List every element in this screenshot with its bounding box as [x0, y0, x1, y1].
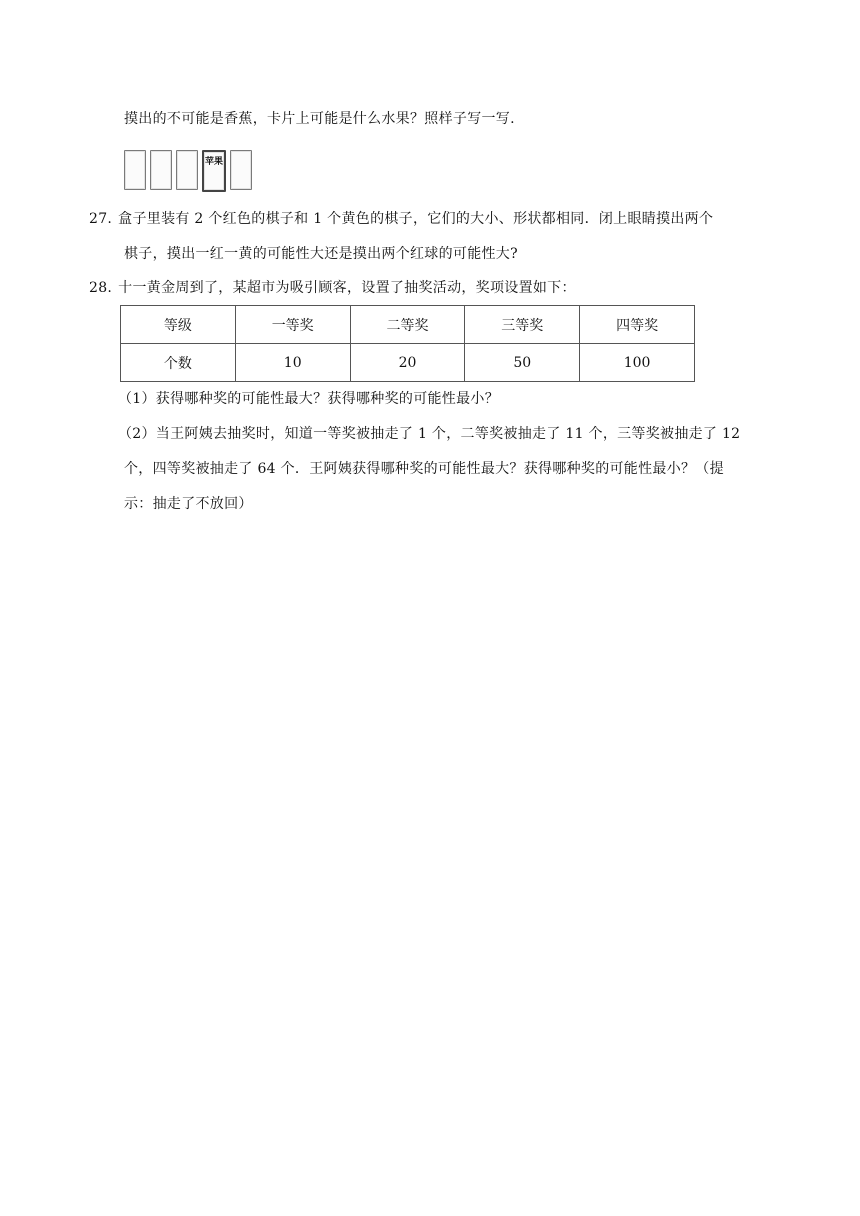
- question-number: 27.: [89, 211, 113, 227]
- table-cell: 50: [465, 344, 580, 382]
- q28-intro-line: [89, 278, 576, 298]
- blank-card: [150, 150, 172, 190]
- apple-card: [202, 150, 226, 192]
- prize-table: [120, 305, 695, 382]
- blank-card: [124, 150, 146, 190]
- question-number: 28.: [89, 280, 113, 296]
- q28-sub2-line-1: （2）当王阿姨去抽奖时，知道一等奖被抽走了 1 个，二等奖被抽走了 11 个，三等奖被抽走了 12: [118, 426, 741, 442]
- q28-sub2-line-3: 示：抽走了不放回）: [124, 496, 253, 512]
- table-cell: 等级: [121, 306, 236, 344]
- blank-card: [230, 150, 252, 190]
- table-cell: 个数: [121, 344, 236, 382]
- q28-sub1: （1）获得哪种奖的可能性最大？获得哪种奖的可能性最小？: [118, 391, 500, 407]
- table-cell: 10: [235, 344, 350, 382]
- table-cell: 100: [580, 344, 695, 382]
- apple-card-label: 苹果: [204, 157, 223, 167]
- table-cell: 一等奖: [235, 306, 350, 344]
- q27-line-1: [89, 209, 713, 229]
- table-row: [121, 344, 695, 382]
- blank-card: [176, 150, 198, 190]
- fruit-cards-image: [124, 150, 258, 190]
- table-cell: 20: [350, 344, 465, 382]
- table-cell: 四等奖: [580, 306, 695, 344]
- q28-sub2-line-2: 个，四等奖被抽走了 64 个．王阿姨获得哪种奖的可能性最大？获得哪种奖的可能性最小？（提: [124, 461, 724, 477]
- q27-line-2: 棋子，摸出一红一黄的可能性大还是摸出两个红球的可能性大?: [124, 246, 518, 262]
- q28-intro: 十一黄金周到了，某超市为吸引顾客，设置了抽奖活动，奖项设置如下：: [118, 280, 576, 296]
- q26-text-line: 摸出的不可能是香蕉，卡片上可能是什么水果？照样子写一写.: [124, 111, 515, 127]
- table-header-row: [121, 306, 695, 344]
- table-cell: 三等奖: [465, 306, 580, 344]
- table-cell: 二等奖: [350, 306, 465, 344]
- q27-text: 盒子里装有 2 个红色的棋子和 1 个黄色的棋子，它们的大小、形状都相同．闭上眼睛摸出两个: [118, 211, 714, 227]
